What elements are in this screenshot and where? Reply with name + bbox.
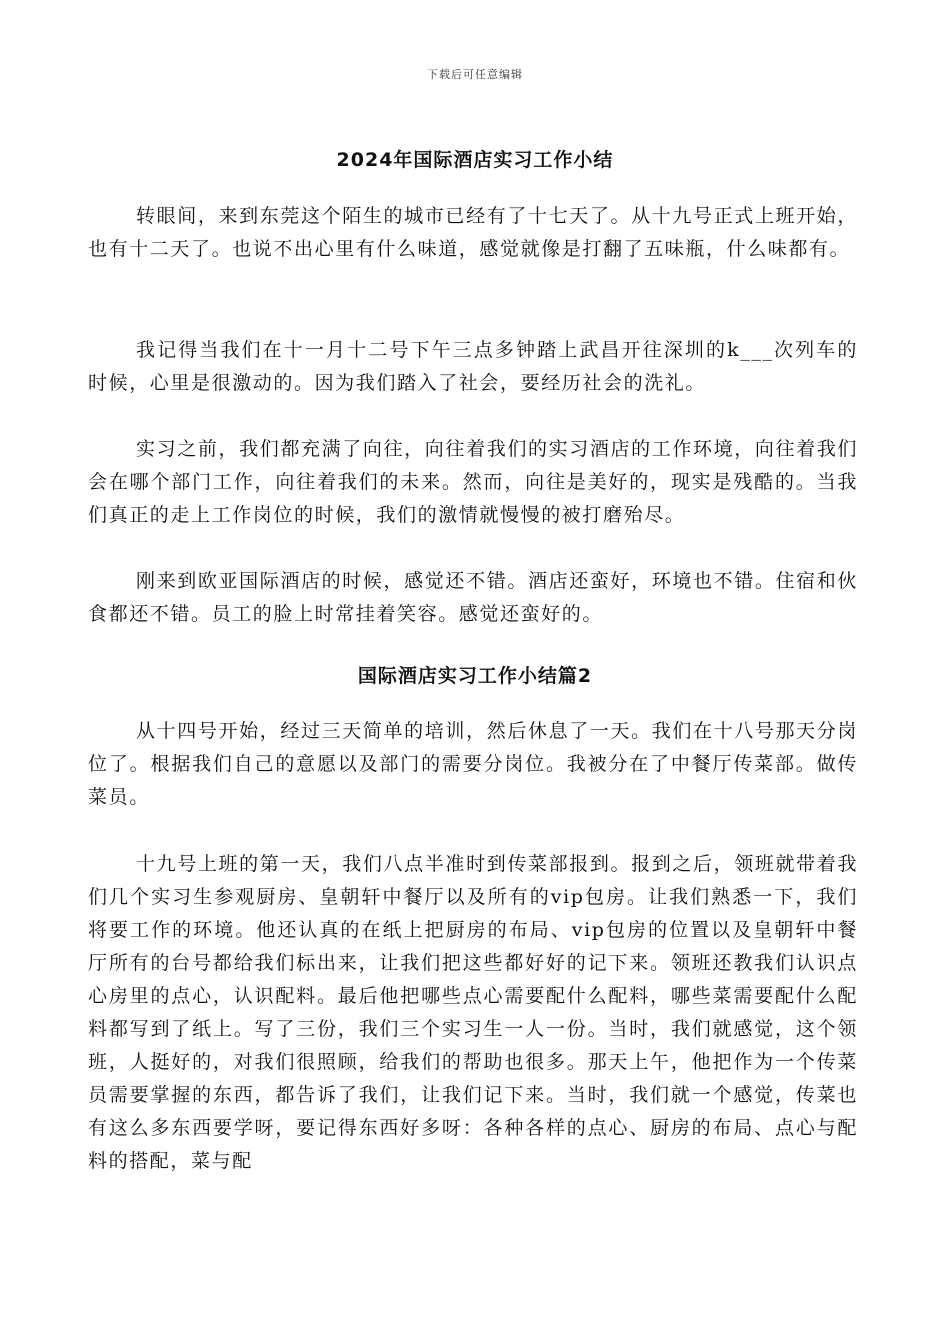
paragraph-4: 刚来到欧亚国际酒店的时候，感觉还不错。酒店还蛮好，环境也不错。住宿和伙食都还不错。员工的脸上时常挂着笑容。感觉还蛮好的。	[88, 570, 858, 625]
paragraph-2: 我记得当我们在十一月十二号下午三点多钟踏上武昌开往深圳的k___次列车的时候，心里是很激动的。因为我们踏入了社会，要经历社会的洗礼。	[88, 339, 858, 394]
section-paragraph-1: 从十四号开始，经过三天简单的培训，然后休息了一天。我们在十八号那天分岗位了。根据我们自己的意愿以及部门的需要分岗位。我被分在了中餐厅传菜部。做传菜员。	[88, 720, 858, 808]
page-header-note: 下载后可任意编辑	[427, 68, 523, 81]
paragraph-1: 转眼间，来到东莞这个陌生的城市已经有了十七天了。从十九号正式上班开始，也有十二天了。也说不出心里有什么味道，感觉就像是打翻了五味瓶，什么味都有。	[88, 205, 858, 260]
section-paragraph-2: 十九号上班的第一天，我们八点半准时到传菜部报到。报到之后，领班就带着我们几个实习生参观厨房、皇朝轩中餐厅以及所有的vip包房。让我们熟悉一下，我们将要工作的环境。他还认真的在纸上把厨房的布局、vip包房的位置以及皇朝轩中餐厅所有的台号都给我们标出来，让我们把这些都好好的记下来。领班还教我们认识点心房里的点心，认识配料。最后他把哪些点心需要配什么配料，哪些菜需要配什么配料都写到了纸上。写了三份，我们三个实习生一人一份。当时，我们就感觉，这个领班，人挺好的，对我们很照顾，给我们的帮助也很多。那天上午，他把作为一个传菜员需要掌握的东西，都告诉了我们，让我们记下来。当时，我们就一个感觉，传菜也有这么多东西要学呀，要记得东西好多呀：各种各样的点心、厨房的布局、点心与配料的搭配，菜与配	[88, 853, 858, 1172]
paragraph-3: 实习之前，我们都充满了向往，向往着我们的实习酒店的工作环境，向往着我们会在哪个部门工作，向往着我们的未来。然而，向往是美好的，现实是残酷的。当我们真正的走上工作岗位的时候，我们的激情就慢慢的被打磨殆尽。	[88, 438, 858, 526]
section-title: 国际酒店实习工作小结篇2	[357, 665, 593, 687]
document-title: 2024年国际酒店实习工作小结	[336, 149, 614, 171]
